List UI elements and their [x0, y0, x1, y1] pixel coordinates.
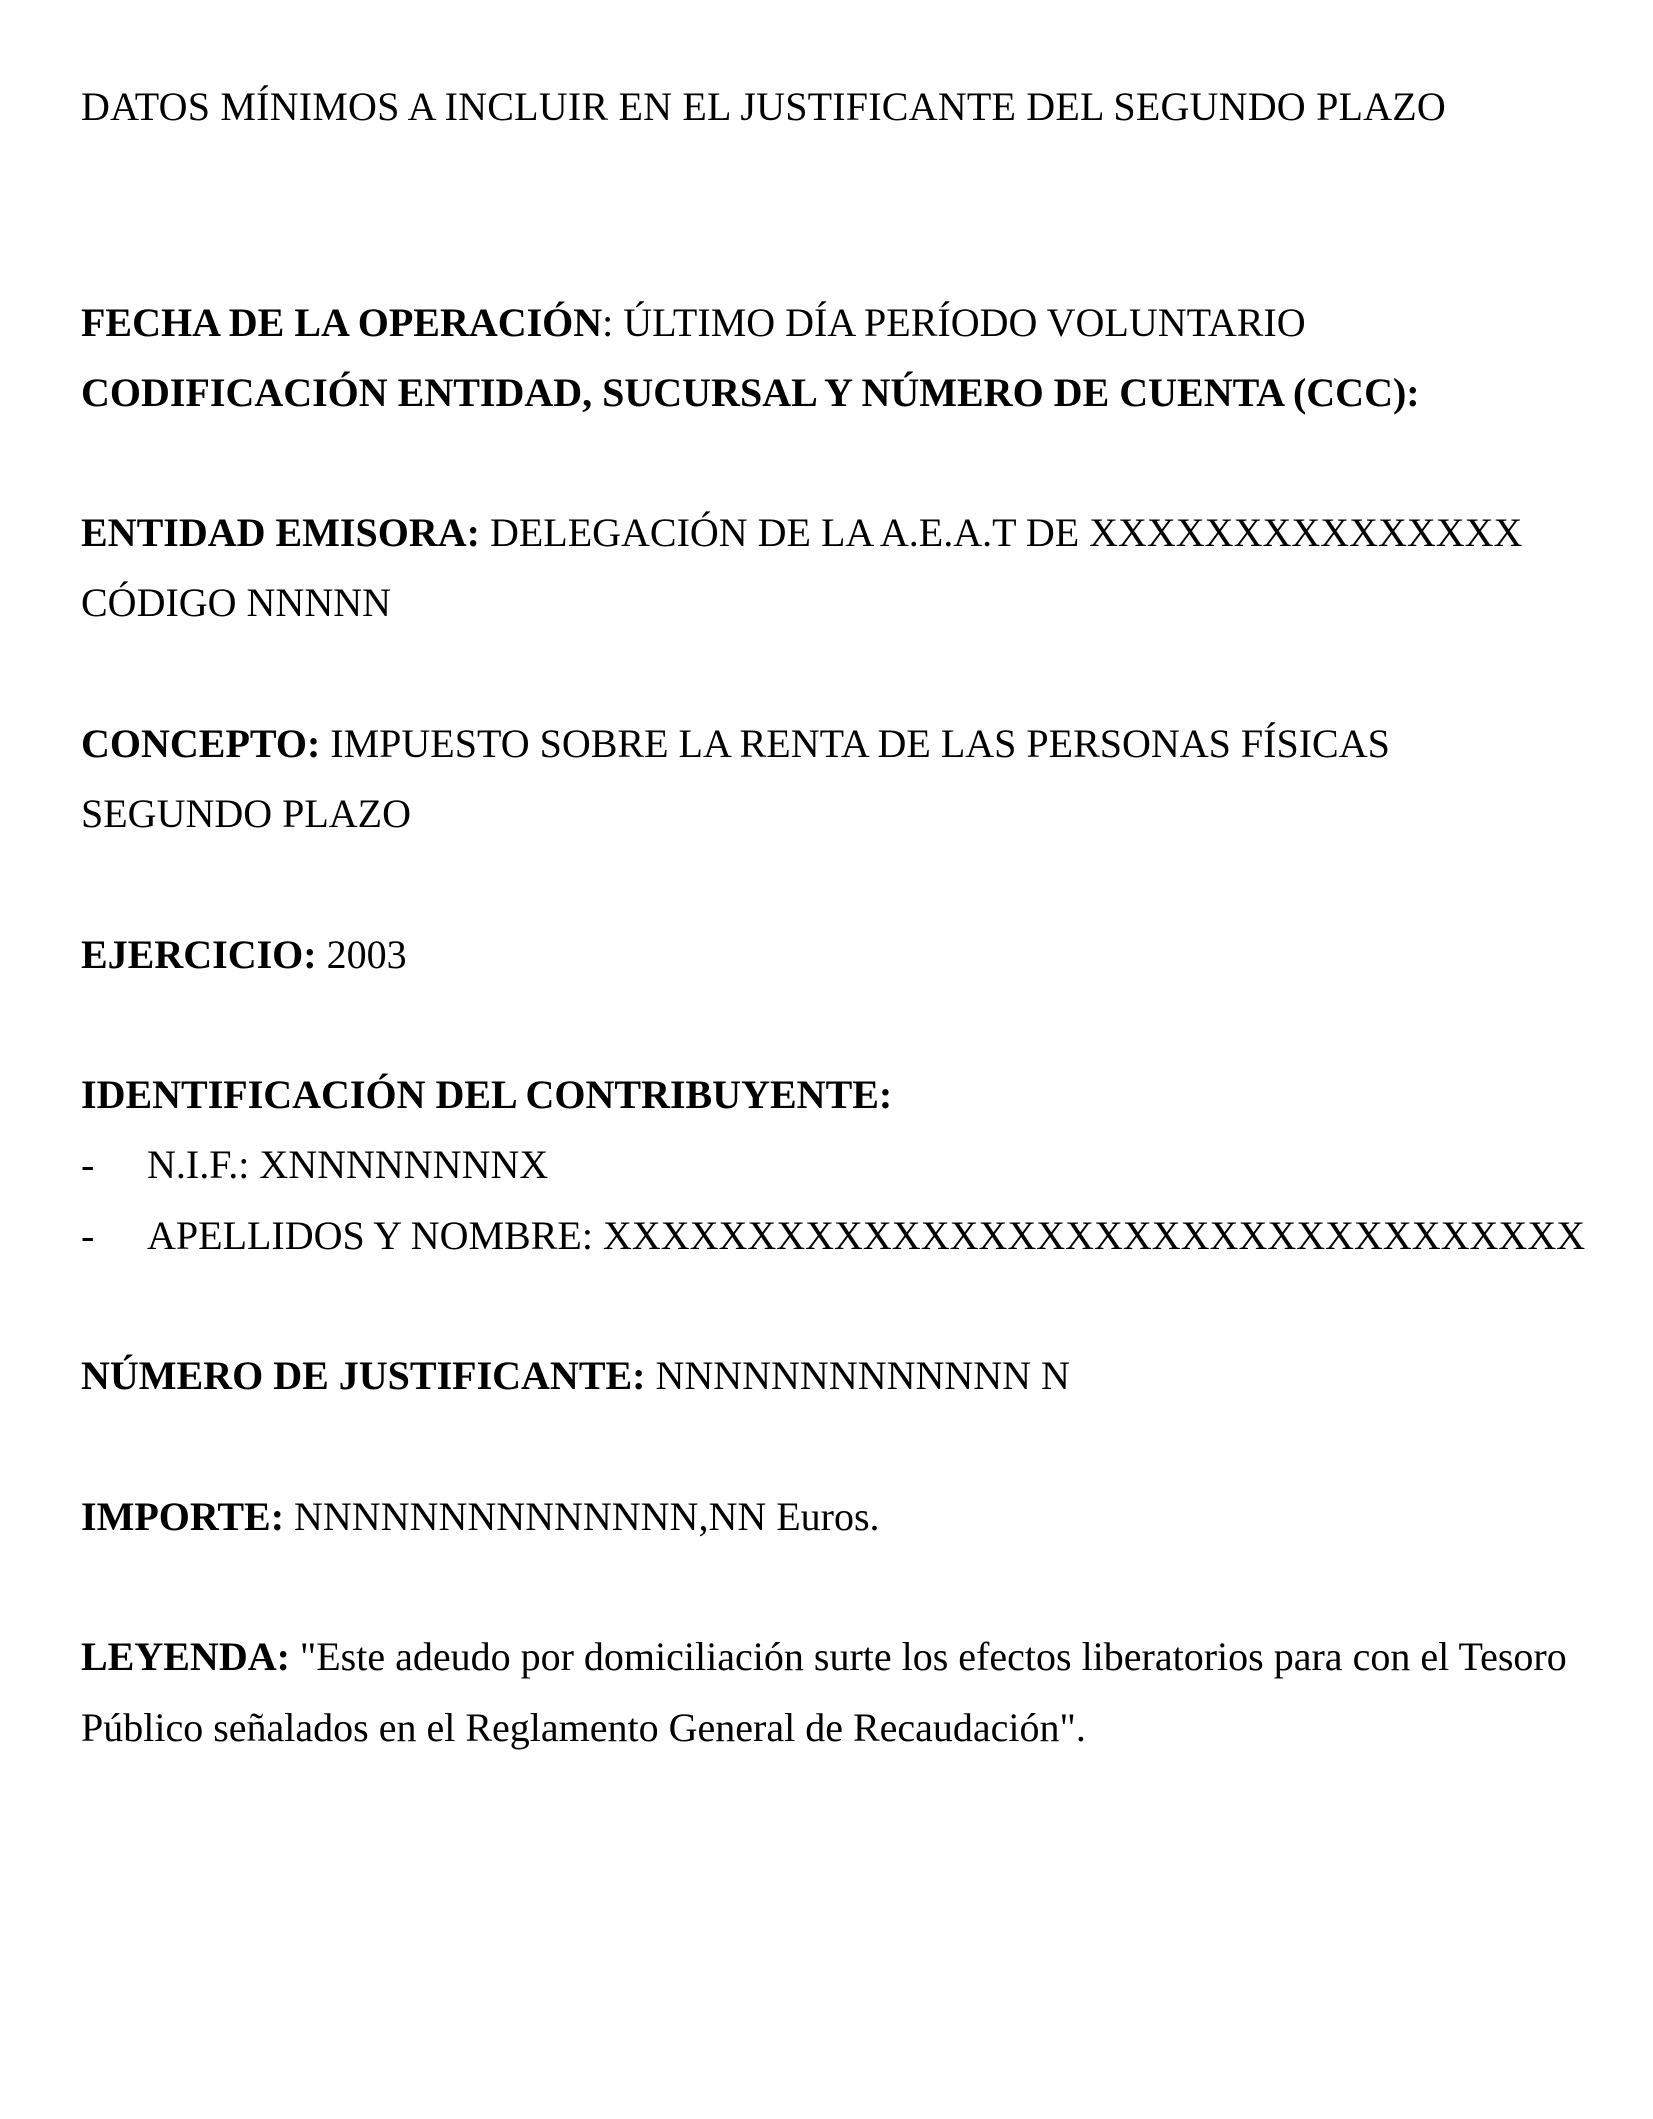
leyenda-value: "Este adeudo por domiciliación surte los efectos liberatorios para con el Tesoro	[289, 1634, 1567, 1679]
nif-text: N.I.F.: XNNNNNNNNX	[147, 1142, 549, 1187]
leyenda-label: LEYENDA:	[81, 1634, 290, 1679]
numero-value: NNNNNNNNNNNNN N	[645, 1353, 1070, 1398]
ejercicio-line	[81, 931, 407, 979]
entidad-line	[81, 509, 1522, 557]
ccc-line	[81, 369, 1420, 417]
importe-line	[81, 1493, 880, 1541]
document-title: DATOS MÍNIMOS A INCLUIR EN EL JUSTIFICANTE DEL SEGUNDO PLAZO	[81, 84, 1446, 129]
entidad-value: DELEGACIÓN DE LA A.E.A.T DE XXXXXXXXXXXXXXX	[479, 510, 1523, 555]
apellidos-nombre-text: APELLIDOS Y NOMBRE: XXXXXXXXXXXXXXXXXXXXXXXXXXXXXXXXXX	[147, 1213, 1586, 1258]
leyenda-line	[81, 1633, 1567, 1681]
ejercicio-label: EJERCICIO:	[81, 932, 317, 977]
concepto-value: IMPUESTO SOBRE LA RENTA DE LAS PERSONAS FÍSICAS	[320, 721, 1390, 766]
importe-label: IMPORTE:	[81, 1494, 285, 1539]
entidad-code: CÓDIGO NNNNN	[81, 580, 391, 625]
ccc-label: CODIFICACIÓN ENTIDAD, SUCURSAL Y NÚMERO DE CUENTA (CCC):	[81, 370, 1420, 415]
fecha-operacion-line	[81, 299, 1306, 347]
bullet-marker: -	[81, 1142, 95, 1187]
importe-value: NNNNNNNNNNNNNN,NN Euros.	[284, 1494, 880, 1539]
concepto-line	[81, 720, 1390, 768]
ejercicio-value: 2003	[316, 932, 407, 977]
concepto-label: CONCEPTO:	[81, 721, 321, 766]
numero-label: NÚMERO DE JUSTIFICANTE:	[81, 1353, 646, 1398]
bullet-marker: -	[81, 1213, 95, 1258]
fecha-value: : ÚLTIMO DÍA PERÍODO VOLUNTARIO	[602, 300, 1306, 345]
leyenda-line-2: Público señalados en el Reglamento General de Recaudación".	[81, 1705, 1086, 1750]
entidad-label: ENTIDAD EMISORA:	[81, 510, 480, 555]
identificacion-line	[81, 1071, 892, 1119]
identificacion-label: IDENTIFICACIÓN DEL CONTRIBUYENTE:	[81, 1072, 893, 1117]
concepto-line-2: SEGUNDO PLAZO	[81, 791, 411, 836]
numero-justificante-line	[81, 1352, 1070, 1400]
fecha-label: FECHA DE LA OPERACIÓN	[81, 300, 603, 345]
